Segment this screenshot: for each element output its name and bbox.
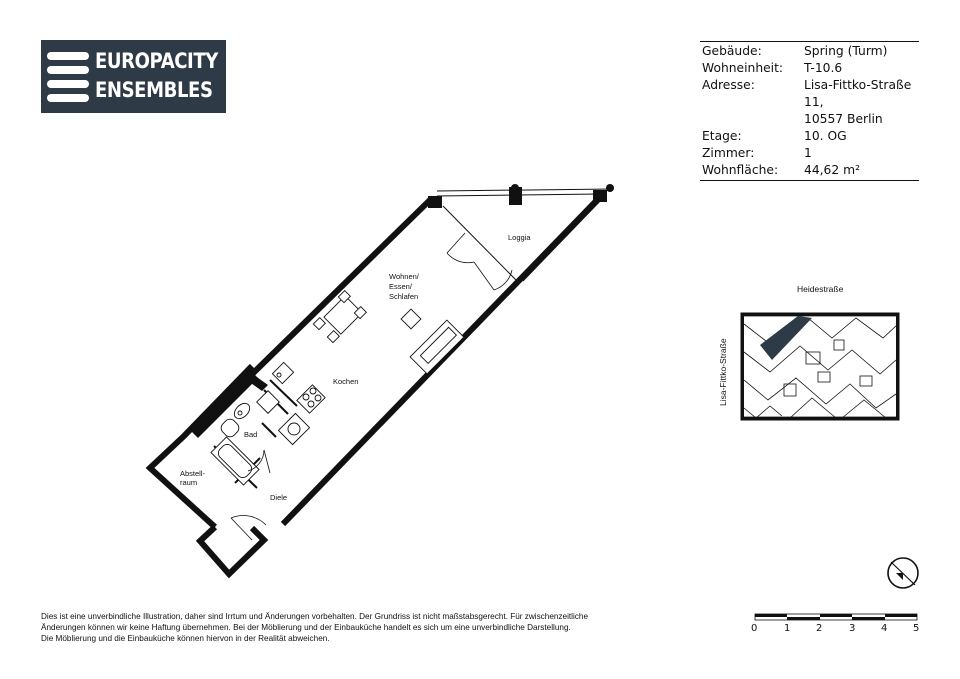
north-arrow-icon xyxy=(888,558,918,588)
street-label-top: Heidestraße xyxy=(797,284,844,294)
room-label-kitchen: Kochen xyxy=(333,377,359,386)
loggia-door xyxy=(447,233,512,290)
info-row: Wohneinheit: T-10.6 xyxy=(702,61,843,75)
street-label-left: Lisa-Fittko-Straße xyxy=(718,338,728,406)
room-label-storage: raum xyxy=(180,478,198,487)
info-row: Wohnfläche: 44,62 m² xyxy=(702,163,861,177)
info-row: Zimmer: 1 xyxy=(702,146,812,160)
logo-line-2: ENSEMBLES xyxy=(95,78,213,102)
info-row: 10557 Berlin xyxy=(804,112,883,126)
room-label-loggia: Loggia xyxy=(508,233,531,242)
scale-bar xyxy=(755,614,917,620)
disclaimer: Dies ist eine unverbindliche Illustration, daher sind Irrtum und Änderungen vorbehalten. Der Grundriss ist nicht maßstabsgerecht. Für zwischenzeitliche Änderungen können wir keine Haftung übernehmen. Bei der Möblierung und der Einbauküche handelt es sich um eine unverbindliche Darstellung. Die Möblierung und die Einbauküche können hiervon in der Realität abweichen. xyxy=(41,612,589,643)
room-label-storage: Abstell- xyxy=(180,469,206,478)
room-label-living: Wohnen/ xyxy=(389,272,419,281)
info-row: Adresse: Lisa-Fittko-Straße 11, xyxy=(702,78,912,109)
info-row: Gebäude: Spring (Turm) xyxy=(702,44,888,58)
dining-set xyxy=(313,291,366,343)
info-row: Etage: 10. OG xyxy=(702,129,847,143)
room-label-living: Schlafen xyxy=(389,292,419,301)
room-label-bath: Bad xyxy=(244,430,258,439)
outer-walls xyxy=(150,198,599,574)
logo-line-1: EUROPACITY xyxy=(95,49,218,73)
site-plan xyxy=(718,284,899,420)
room-label-living: Essen/ xyxy=(389,282,412,291)
kitchen-counter xyxy=(257,362,325,444)
room-label-hall: Diele xyxy=(270,493,288,502)
